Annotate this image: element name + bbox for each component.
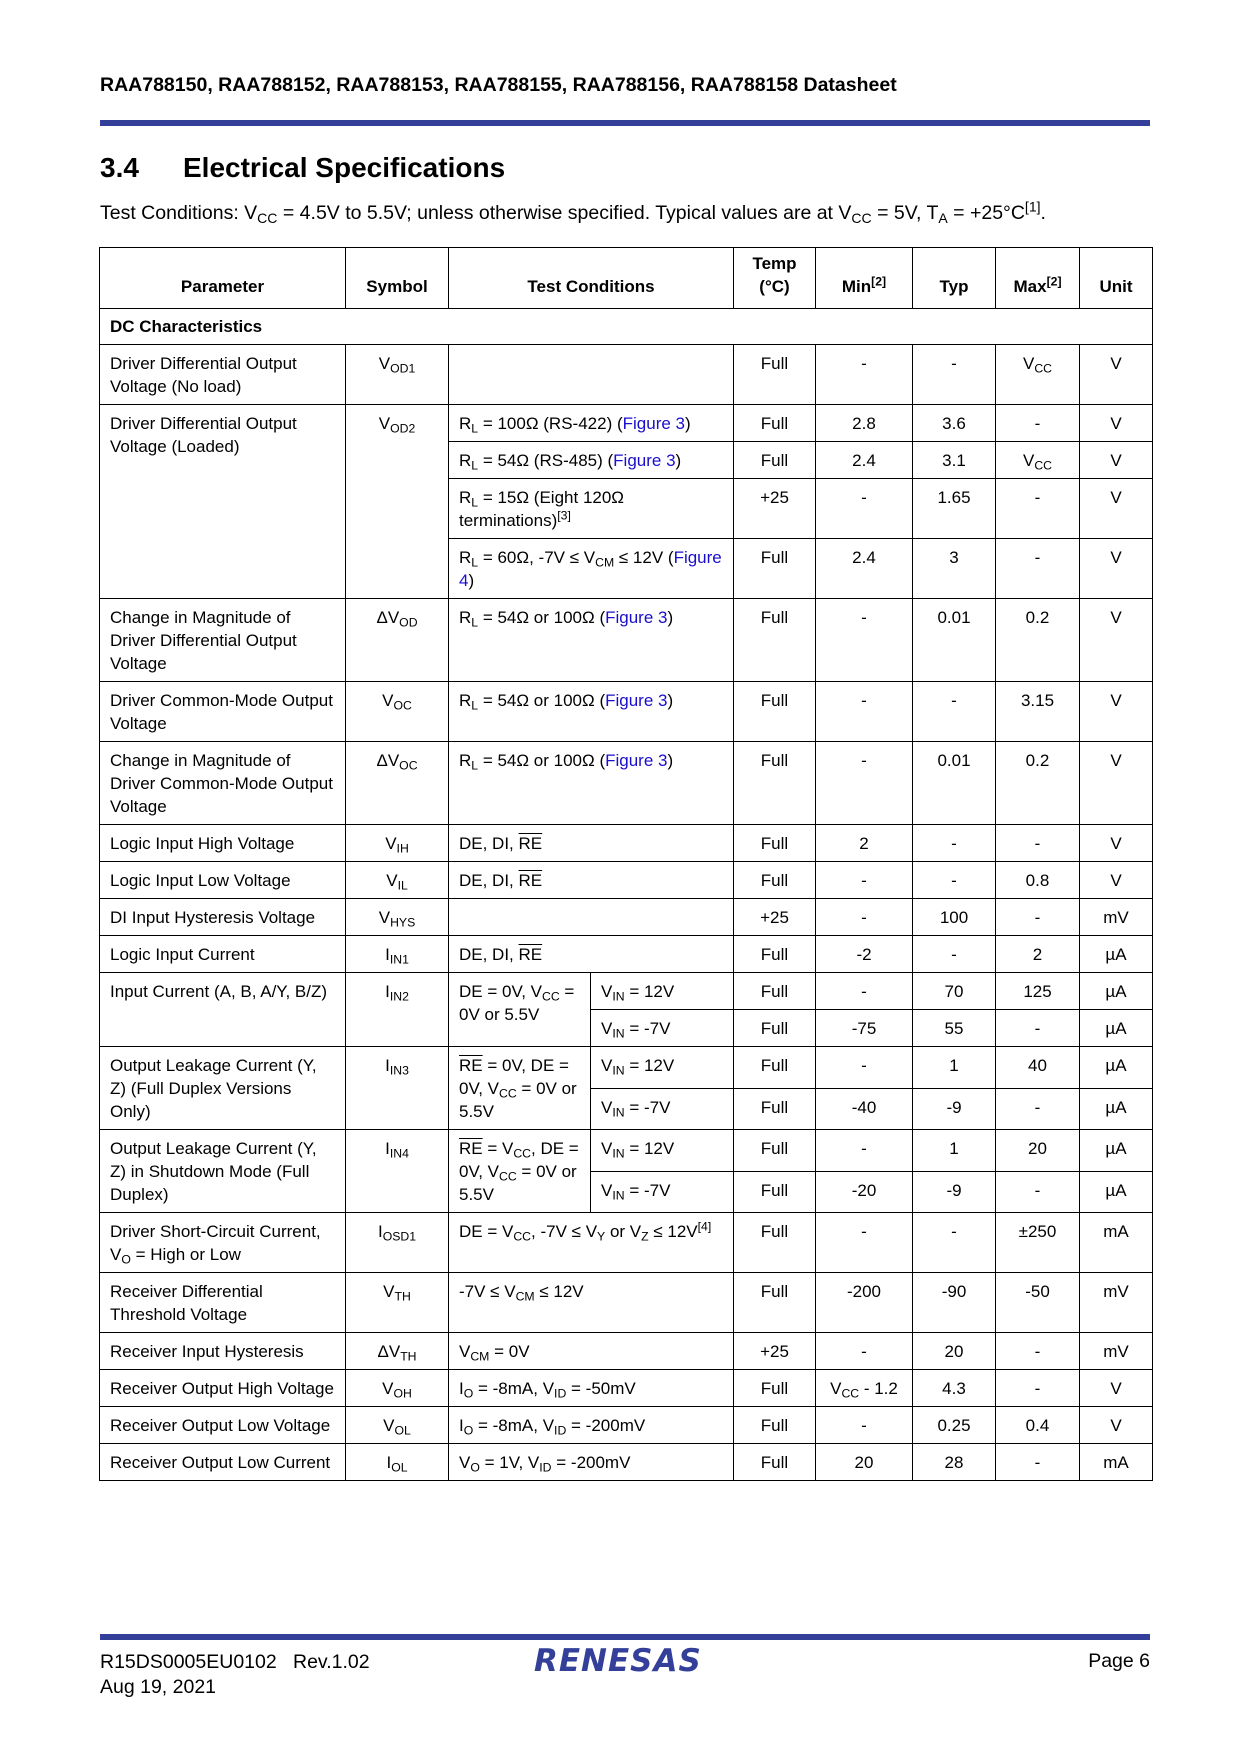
conditions-cell: DE = 0V, $V_{CC} = 0V$ or 5.5V — [449, 973, 591, 1047]
typ-cell: 3.1 — [913, 442, 996, 479]
param-cell: Change in Magnitude of Driver Common-Mode Output Voltage — [100, 742, 346, 825]
symbol-cell: $I_{IN1}$ — [346, 936, 449, 973]
min-cell: 2 — [816, 825, 913, 862]
param-cell: Output Leakage Current (Y, Z) (Full Duplex Versions Only) — [100, 1047, 346, 1130]
temp-cell: +25 — [734, 479, 816, 539]
min-cell: - — [816, 1047, 913, 1089]
header-test-conditions: Test Conditions — [449, 248, 734, 309]
unit-cell: V — [1080, 405, 1153, 442]
section-title: Electrical Specifications — [183, 152, 506, 183]
temp-cell: Full — [734, 345, 816, 405]
max-cell: 0.2 — [996, 599, 1080, 682]
unit-cell: V — [1080, 682, 1153, 742]
min-cell: - — [816, 862, 913, 899]
max-cell: 0.4 — [996, 1407, 1080, 1444]
max-cell: - — [996, 1171, 1080, 1213]
symbol-cell: $V_{OC}$ — [346, 682, 449, 742]
sub-conditions-cell: $V_{IN} = -7V$ — [591, 1088, 734, 1130]
temp-cell: Full — [734, 1010, 816, 1047]
min-cell: 20 — [816, 1444, 913, 1481]
max-cell: 125 — [996, 973, 1080, 1010]
temp-cell: +25 — [734, 1333, 816, 1370]
min-cell: - — [816, 899, 913, 936]
table-row — [100, 1047, 1153, 1089]
page-number: Page 6 — [1088, 1650, 1150, 1672]
typ-cell: - — [913, 345, 996, 405]
conditions-cell: DE, DI, $\overline{RE}$ — [449, 862, 734, 899]
param-cell: Logic Input High Voltage — [100, 825, 346, 862]
unit-cell: V — [1080, 825, 1153, 862]
min-cell: - — [816, 1407, 913, 1444]
temp-cell: Full — [734, 862, 816, 899]
unit-cell: µA — [1080, 1130, 1153, 1172]
max-cell: 0.8 — [996, 862, 1080, 899]
table-row — [100, 1444, 1153, 1481]
typ-cell: - — [913, 825, 996, 862]
temp-cell: Full — [734, 682, 816, 742]
figure-3-link[interactable]: Figure 3 — [605, 691, 668, 710]
unit-cell: V — [1080, 742, 1153, 825]
conditions-cell: $V_{CM} = 0V$ — [449, 1333, 734, 1370]
table-row — [100, 862, 1153, 899]
unit-cell: µA — [1080, 936, 1153, 973]
max-cell: 3.15 — [996, 682, 1080, 742]
symbol-cell: $\Delta V_{OC}$ — [346, 742, 449, 825]
electrical-specifications-table — [99, 247, 1153, 1481]
symbol-cell: $\Delta V_{OD}$ — [346, 599, 449, 682]
table-row — [100, 1370, 1153, 1407]
symbol-cell: $I_{IN4}$ — [346, 1130, 449, 1213]
temp-cell: Full — [734, 539, 816, 599]
typ-cell: 0.01 — [913, 599, 996, 682]
max-cell: -50 — [996, 1273, 1080, 1333]
typ-cell: 1 — [913, 1047, 996, 1089]
param-cell: Output Leakage Current (Y, Z) in Shutdown Mode (Full Duplex) — [100, 1130, 346, 1213]
conditions-cell: $R_L = 54\Omega$ or 100Ω (Figure 3) — [449, 682, 734, 742]
unit-cell: µA — [1080, 1088, 1153, 1130]
min-cell: 2.4 — [816, 442, 913, 479]
table-row — [100, 405, 1153, 442]
max-cell: - — [996, 1088, 1080, 1130]
unit-cell: V — [1080, 862, 1153, 899]
table-row — [100, 899, 1153, 936]
unit-cell: V — [1080, 479, 1153, 539]
symbol-cell: $I_{OL}$ — [346, 1444, 449, 1481]
temp-cell: Full — [734, 973, 816, 1010]
figure-3-link[interactable]: Figure 3 — [605, 751, 668, 770]
unit-cell: mA — [1080, 1213, 1153, 1273]
symbol-cell: $V_{OH}$ — [346, 1370, 449, 1407]
section-number: 3.4 — [100, 152, 139, 183]
typ-cell: - — [913, 936, 996, 973]
conditions-cell: $\overline{RE} = V_{CC}$, DE = 0V, $V_{CC} = 0V$ or 5.5V — [449, 1130, 591, 1213]
typ-cell: 4.3 — [913, 1370, 996, 1407]
temp-cell: Full — [734, 1047, 816, 1089]
min-cell: 2.8 — [816, 405, 913, 442]
typ-cell: 0.01 — [913, 742, 996, 825]
header-temp: Temp (°C) — [734, 248, 816, 309]
figure-3-link[interactable]: Figure 3 — [622, 414, 685, 433]
table-row — [100, 825, 1153, 862]
header-parameter: Parameter — [100, 248, 346, 309]
conditions-cell: DE, DI, $\overline{RE}$ — [449, 936, 734, 973]
test-conditions-text: Test Conditions: $V_{CC} = 4.5V$ to 5.5V; unless otherwise specified. Typical values are at $V_{CC} = 5V$, $T_A = +25^\circ C[1]$. — [100, 198, 1046, 227]
max-cell: 2 — [996, 936, 1080, 973]
max-cell: ±250 — [996, 1213, 1080, 1273]
conditions-cell: $R_L = 100\Omega$ (RS-422) (Figure 3) — [449, 405, 734, 442]
group-dc-characteristics: DC Characteristics — [100, 309, 1153, 345]
min-cell: -75 — [816, 1010, 913, 1047]
min-cell: -200 — [816, 1273, 913, 1333]
temp-cell: Full — [734, 599, 816, 682]
conditions-cell: $I_O = -8mA$, $V_{ID} = -50mV$ — [449, 1370, 734, 1407]
header-unit: Unit — [1080, 248, 1153, 309]
param-cell: DI Input Hysteresis Voltage — [100, 899, 346, 936]
min-cell: $V_{CC} - 1.2$ — [816, 1370, 913, 1407]
param-cell: Change in Magnitude of Driver Differential Output Voltage — [100, 599, 346, 682]
typ-cell: 20 — [913, 1333, 996, 1370]
unit-cell: mV — [1080, 899, 1153, 936]
table-row — [100, 936, 1153, 973]
temp-cell: Full — [734, 936, 816, 973]
symbol-cell: $\Delta V_{TH}$ — [346, 1333, 449, 1370]
typ-cell: 100 — [913, 899, 996, 936]
group-row — [100, 309, 1153, 345]
temp-cell: Full — [734, 1273, 816, 1333]
max-cell: - — [996, 539, 1080, 599]
typ-cell: 70 — [913, 973, 996, 1010]
max-cell: $V_{CC}$ — [996, 442, 1080, 479]
table-row — [100, 973, 1153, 1010]
typ-cell: 1 — [913, 1130, 996, 1172]
section-heading — [100, 152, 505, 184]
doc-revision: Rev.1.02 — [292, 1651, 370, 1673]
temp-cell: Full — [734, 442, 816, 479]
unit-cell: mA — [1080, 1444, 1153, 1481]
table-row — [100, 1213, 1153, 1273]
renesas-logo: RENESAS — [534, 1643, 702, 1679]
unit-cell: V — [1080, 1407, 1153, 1444]
min-cell: - — [816, 682, 913, 742]
max-cell: - — [996, 1444, 1080, 1481]
table-row — [100, 742, 1153, 825]
symbol-cell: $V_{HYS}$ — [346, 899, 449, 936]
conditions-cell — [449, 345, 734, 405]
unit-cell: mV — [1080, 1333, 1153, 1370]
conditions-cell: $I_O = -8mA$, $V_{ID} = -200mV$ — [449, 1407, 734, 1444]
typ-cell: -9 — [913, 1088, 996, 1130]
symbol-cell: $V_{OD2}$ — [346, 405, 449, 599]
min-cell: -2 — [816, 936, 913, 973]
max-cell: - — [996, 1333, 1080, 1370]
table-row — [100, 345, 1153, 405]
conditions-cell: $R_L = 54\Omega$ or 100Ω (Figure 3) — [449, 599, 734, 682]
unit-cell: µA — [1080, 973, 1153, 1010]
min-cell: -20 — [816, 1171, 913, 1213]
param-cell: Driver Short-Circuit Current, $V_O$ = High or Low — [100, 1213, 346, 1273]
min-cell: - — [816, 599, 913, 682]
temp-cell: Full — [734, 1370, 816, 1407]
symbol-cell: $I_{IN2}$ — [346, 973, 449, 1047]
min-cell: - — [816, 1333, 913, 1370]
temp-cell: Full — [734, 742, 816, 825]
param-cell: Receiver Output High Voltage — [100, 1370, 346, 1407]
header-min: Min[2] — [816, 248, 913, 309]
conditions-cell: $R_L = 60\Omega$, $-7V \le V_{CM} \le 12V$ (Figure 4) — [449, 539, 734, 599]
min-cell: - — [816, 742, 913, 825]
param-cell: Receiver Output Low Current — [100, 1444, 346, 1481]
doc-id: R15DS0005EU0102 — [100, 1651, 277, 1673]
param-cell: Receiver Input Hysteresis — [100, 1333, 346, 1370]
figure-3-link[interactable]: Figure 3 — [605, 608, 668, 627]
typ-cell: -9 — [913, 1171, 996, 1213]
conditions-cell: $R_L = 54\Omega$ (RS-485) (Figure 3) — [449, 442, 734, 479]
sub-conditions-cell: $V_{IN} = -7V$ — [591, 1010, 734, 1047]
typ-cell: 3 — [913, 539, 996, 599]
unit-cell: V — [1080, 345, 1153, 405]
symbol-cell: $V_{IH}$ — [346, 825, 449, 862]
temp-cell: Full — [734, 1171, 816, 1213]
min-cell: - — [816, 345, 913, 405]
table-row — [100, 599, 1153, 682]
max-cell: 20 — [996, 1130, 1080, 1172]
param-cell: Input Current (A, B, A/Y, B/Z) — [100, 973, 346, 1047]
max-cell: - — [996, 1370, 1080, 1407]
conditions-cell: DE, DI, $\overline{RE}$ — [449, 825, 734, 862]
conditions-cell: $R_L = 15\Omega$ (Eight 120Ω terminations)[3] — [449, 479, 734, 539]
typ-cell: - — [913, 862, 996, 899]
temp-cell: Full — [734, 1130, 816, 1172]
figure-3-link[interactable]: Figure 3 — [613, 451, 676, 470]
typ-cell: - — [913, 682, 996, 742]
min-cell: 2.4 — [816, 539, 913, 599]
max-cell: $V_{CC}$ — [996, 345, 1080, 405]
max-cell: - — [996, 899, 1080, 936]
temp-cell: Full — [734, 1444, 816, 1481]
typ-cell: 1.65 — [913, 479, 996, 539]
param-cell: Driver Common-Mode Output Voltage — [100, 682, 346, 742]
table-row — [100, 1407, 1153, 1444]
min-cell: - — [816, 1130, 913, 1172]
temp-cell: Full — [734, 825, 816, 862]
param-cell: Driver Differential Output Voltage (Loaded) — [100, 405, 346, 599]
footer-rule — [100, 1634, 1150, 1640]
max-cell: - — [996, 825, 1080, 862]
min-cell: - — [816, 1213, 913, 1273]
footer-doc-info — [100, 1650, 370, 1700]
conditions-cell: DE = $V_{CC}$, $-7V \le V_Y$ or $V_Z \le 12V[4]$ — [449, 1213, 734, 1273]
unit-cell: µA — [1080, 1010, 1153, 1047]
header-max: Max[2] — [996, 248, 1080, 309]
unit-cell: V — [1080, 1370, 1153, 1407]
table-row — [100, 1333, 1153, 1370]
unit-cell: V — [1080, 442, 1153, 479]
table-row — [100, 1130, 1153, 1172]
symbol-cell: $V_{OD1}$ — [346, 345, 449, 405]
symbol-cell: $I_{IN3}$ — [346, 1047, 449, 1130]
unit-cell: mV — [1080, 1273, 1153, 1333]
typ-cell: 3.6 — [913, 405, 996, 442]
param-cell: Logic Input Current — [100, 936, 346, 973]
conditions-cell — [449, 899, 734, 936]
max-cell: - — [996, 1010, 1080, 1047]
max-cell: 40 — [996, 1047, 1080, 1089]
sub-conditions-cell: $V_{IN} = -7V$ — [591, 1171, 734, 1213]
sub-conditions-cell: $V_{IN} = 12V$ — [591, 973, 734, 1010]
min-cell: - — [816, 479, 913, 539]
table-header-row — [100, 248, 1153, 309]
document-header-title: RAA788150, RAA788152, RAA788153, RAA788155, RAA788156, RAA788158 Datasheet — [100, 74, 897, 96]
typ-cell: 28 — [913, 1444, 996, 1481]
conditions-cell: $R_L = 54\Omega$ or 100Ω (Figure 3) — [449, 742, 734, 825]
max-cell: - — [996, 479, 1080, 539]
max-cell: 0.2 — [996, 742, 1080, 825]
unit-cell: µA — [1080, 1047, 1153, 1089]
max-cell: - — [996, 405, 1080, 442]
symbol-cell: $V_{IL}$ — [346, 862, 449, 899]
header-rule — [100, 120, 1150, 126]
conditions-cell: $V_O = 1V$, $V_{ID} = -200mV$ — [449, 1444, 734, 1481]
sub-conditions-cell: $V_{IN} = 12V$ — [591, 1130, 734, 1172]
figure-4-link[interactable]: Figure 4 — [459, 548, 722, 590]
typ-cell: -90 — [913, 1273, 996, 1333]
temp-cell: Full — [734, 1088, 816, 1130]
doc-date: Aug 19, 2021 — [100, 1676, 217, 1698]
symbol-cell: $V_{OL}$ — [346, 1407, 449, 1444]
temp-cell: +25 — [734, 899, 816, 936]
param-cell: Receiver Differential Threshold Voltage — [100, 1273, 346, 1333]
table-row — [100, 1273, 1153, 1333]
header-typ: Typ — [913, 248, 996, 309]
min-cell: - — [816, 973, 913, 1010]
temp-cell: Full — [734, 1407, 816, 1444]
unit-cell: V — [1080, 539, 1153, 599]
typ-cell: - — [913, 1213, 996, 1273]
temp-cell: Full — [734, 405, 816, 442]
typ-cell: 0.25 — [913, 1407, 996, 1444]
temp-cell: Full — [734, 1213, 816, 1273]
header-symbol: Symbol — [346, 248, 449, 309]
table-row — [100, 682, 1153, 742]
param-cell: Driver Differential Output Voltage (No load) — [100, 345, 346, 405]
conditions-cell: $\overline{RE} = 0V$, DE = 0V, $V_{CC} = 0V$ or 5.5V — [449, 1047, 591, 1130]
symbol-cell: $V_{TH}$ — [346, 1273, 449, 1333]
unit-cell: µA — [1080, 1171, 1153, 1213]
conditions-cell: $-7V \le V_{CM} \le 12V$ — [449, 1273, 734, 1333]
typ-cell: 55 — [913, 1010, 996, 1047]
symbol-cell: $I_{OSD1}$ — [346, 1213, 449, 1273]
param-cell: Logic Input Low Voltage — [100, 862, 346, 899]
min-cell: -40 — [816, 1088, 913, 1130]
param-cell: Receiver Output Low Voltage — [100, 1407, 346, 1444]
unit-cell: V — [1080, 599, 1153, 682]
footnote-ref[interactable]: [1] — [1024, 198, 1041, 215]
sub-conditions-cell: $V_{IN} = 12V$ — [591, 1047, 734, 1089]
